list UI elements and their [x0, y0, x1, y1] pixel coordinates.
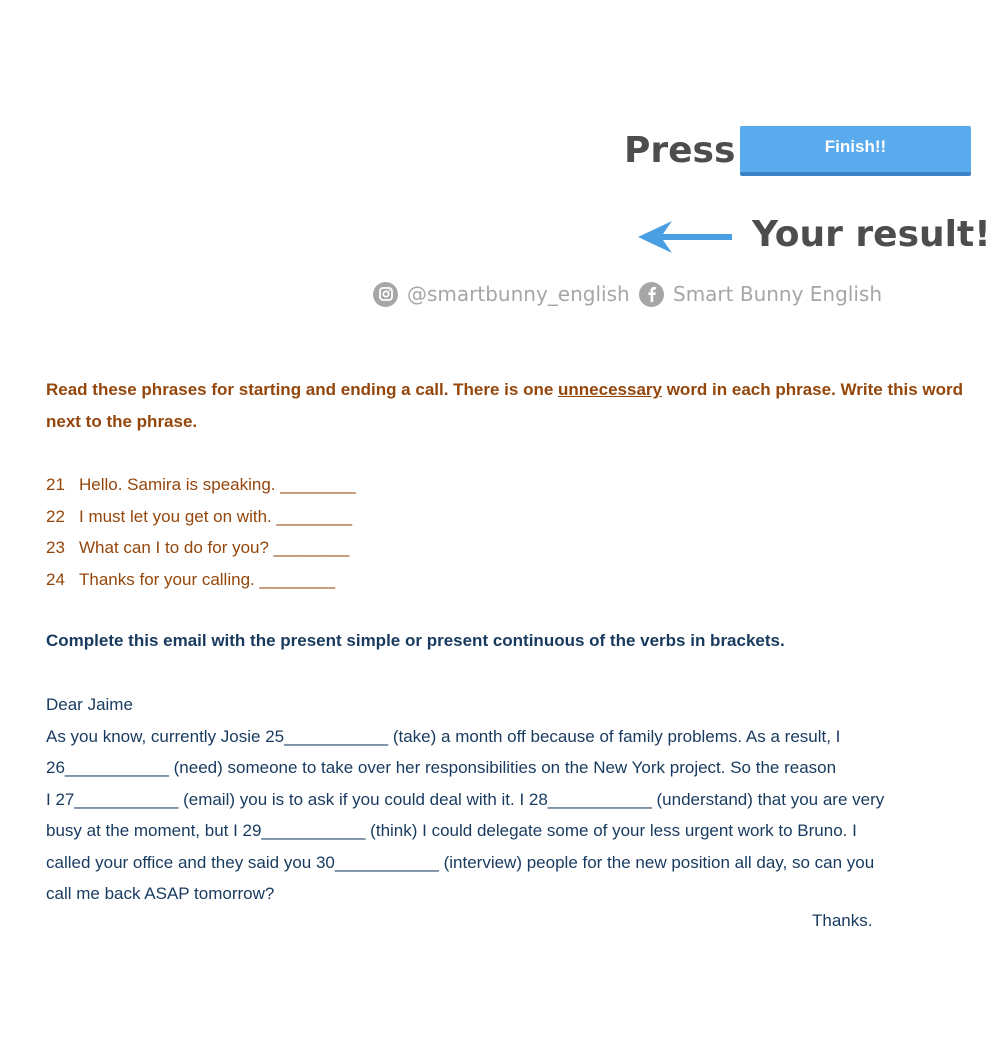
phrase-text: Hello. Samira is speaking. ________	[79, 475, 356, 494]
phrase-item	[46, 564, 356, 596]
phrase-text: What can I to do for you? ________	[79, 538, 350, 557]
arrow-left-icon	[636, 218, 736, 256]
phrase-number: 24	[46, 569, 65, 589]
instruction-text: word in each phrase. Write this word next to the phrase.	[46, 380, 964, 431]
phrase-number: 23	[46, 538, 65, 557]
email-line: call me back ASAP tomorrow?	[46, 884, 275, 903]
email-line: 26___________ (need) someone to take over her responsibilities on the New York project. So the reason	[46, 758, 837, 777]
facebook-link	[639, 281, 882, 307]
phrase-list	[46, 469, 356, 595]
press-label: Press	[624, 130, 736, 171]
email-line: called your office and they said you 30___________ (interview) people for the new position all day, so can you	[46, 852, 875, 872]
finish-button[interactable]: Finish!!	[740, 126, 971, 176]
instagram-icon	[373, 282, 398, 307]
phrase-text: I must let you get on with. ________	[79, 506, 353, 526]
phrase-item	[46, 469, 356, 501]
phrase-number: 22	[46, 506, 65, 526]
instagram-handle: @smartbunny_english	[407, 282, 630, 306]
email-body	[46, 689, 976, 910]
email-greeting: Dear Jaime	[46, 695, 133, 714]
instruction-text: Read these phrases for starting and ending a call. There is one	[46, 380, 559, 399]
instagram-link	[373, 281, 630, 307]
phrase-text: Thanks for your calling. ________	[79, 569, 336, 589]
phrase-number: 21	[46, 475, 65, 494]
facebook-name: Smart Bunny English	[673, 282, 883, 306]
phrase-item	[46, 532, 356, 564]
section1-instruction	[46, 374, 966, 437]
email-line: busy at the moment, but I 29___________ (think) I could delegate some of your less urgent work to Bruno. I	[46, 821, 857, 840]
section2-instruction: Complete this email with the present simple or present continuous of the verbs in brackets.	[46, 631, 785, 650]
facebook-icon	[639, 282, 664, 307]
phrase-item	[46, 501, 356, 533]
instruction-emphasis: unnecessary	[558, 380, 662, 399]
email-line: I 27___________ (email) you is to ask if you could deal with it. I 28___________ (understand) that you are very	[46, 789, 885, 809]
email-line: As you know, currently Josie 25___________ (take) a month off because of family problems. As a result, I	[46, 726, 841, 746]
result-label: Your result!	[752, 214, 991, 255]
email-closing: Thanks.	[812, 911, 873, 930]
